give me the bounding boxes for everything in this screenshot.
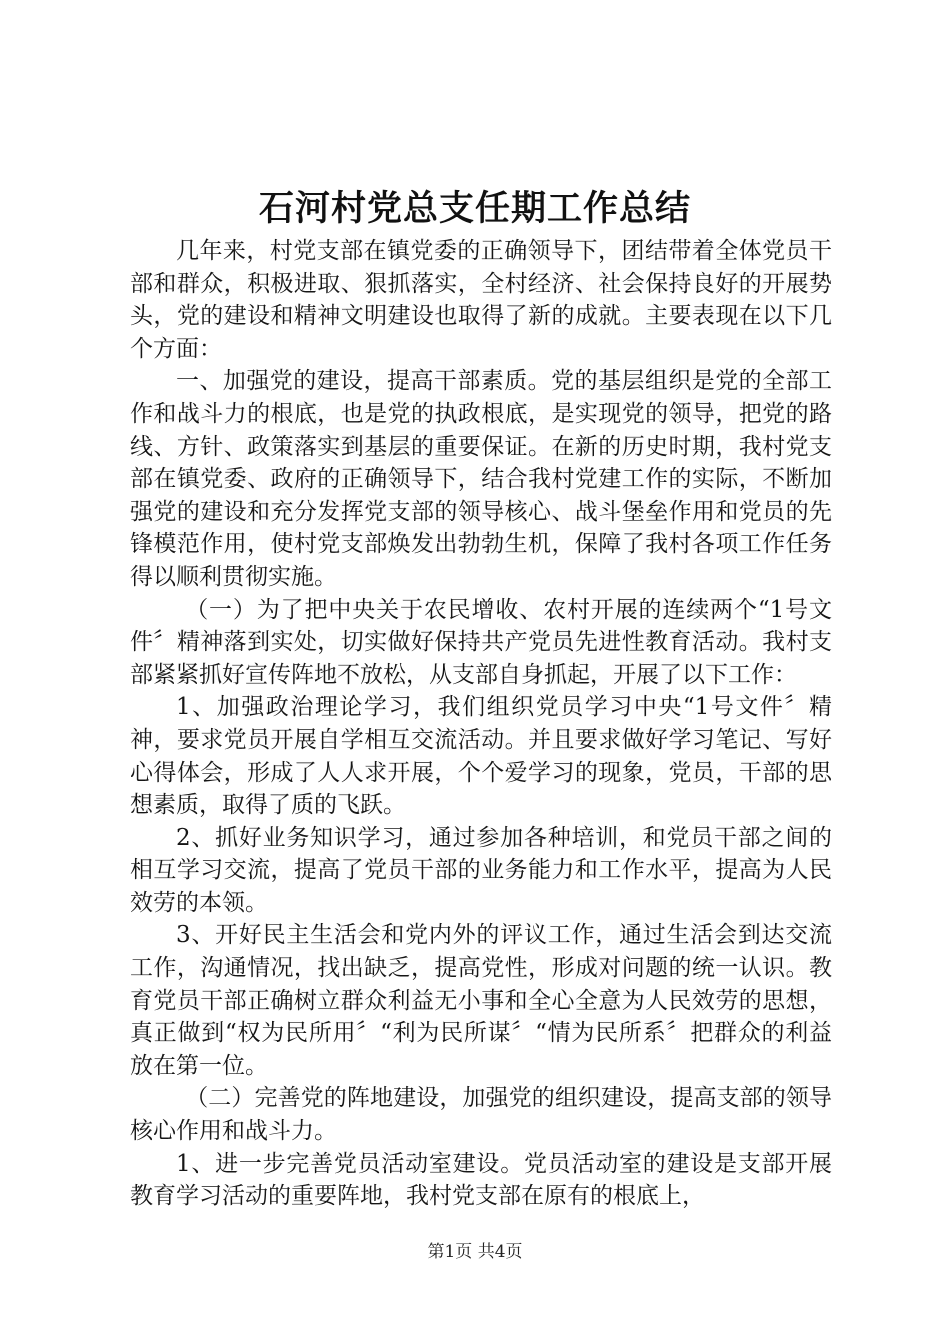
document-body [130,235,832,1213]
page-footer: 第1页 共4页 [427,1242,523,1262]
paragraph-intro: 几年来，村党支部在镇党委的正确领导下，团结带着全体党员干部和群众，积极进取、狠抓落实，全村经济、社会保持良好的开展势头，党的建设和精神文明建设也取得了新的成就。主要表现在以下几个方面： [130,238,832,362]
paragraph-item-3: 3、开好民主生活会和党内外的评议工作，通过生活会到达交流工作，沟通情况，找出缺乏，提高党性，形成对问题的统一认识。教育党员干部正确树立群众利益无小事和全心全意为人民效劳的思想，真正做到“权为民所用〞“利为民所谋〞“情为民所系〞把群众的利益放在第一位。 [130,922,832,1079]
paragraph-section-1: 一、加强党的建设，提高干部素质。党的基层组织是党的全部工作和战斗力的根底，也是党的执政根底，是实现党的领导，把党的路线、方针、政策落实到基层的重要保证。在新的历史时期，我村党支部在镇党委、政府的正确领导下，结合我村党建工作的实际，不断加强党的建设和充分发挥党支部的领导核心、战斗堡垒作用和党员的先锋模范作用，使村党支部焕发出勃勃生机，保障了我村各项工作任务得以顺利贯彻实施。 [130,368,832,590]
paragraph-item-1: 1、加强政治理论学习，我们组织党员学习中央“1号文件〞精神，要求党员开展自学相互交流活动。并且要求做好学习笔记、写好心得体会，形成了人人求开展，个个爱学习的现象，党员，干部的思想素质，取得了质的飞跃。 [130,694,832,819]
paragraph-item-2-1: 1、进一步完善党员活动室建设。党员活动室的建设是支部开展教育学习活动的重要阵地，我村党支部在原有的根底上， [130,1150,832,1210]
document-title: 石河村党总支任期工作总结 [258,188,691,229]
paragraph-item-2: 2、抓好业务知识学习，通过参加各种培训，和党员干部之间的相互学习交流，提高了党员干部的业务能力和工作水平，提高为人民效劳的本领。 [130,824,832,916]
paragraph-subsection-1: （一）为了把中央关于农民增收、农村开展的连续两个“1号文件〞精神落到实处，切实做好保持共产党员先进性教育活动。我村支部紧紧抓好宣传阵地不放松，从支部自身抓起，开展了以下工作： [130,596,832,688]
paragraph-subsection-2: （二）完善党的阵地建设，加强党的组织建设，提高支部的领导核心作用和战斗力。 [130,1085,832,1145]
